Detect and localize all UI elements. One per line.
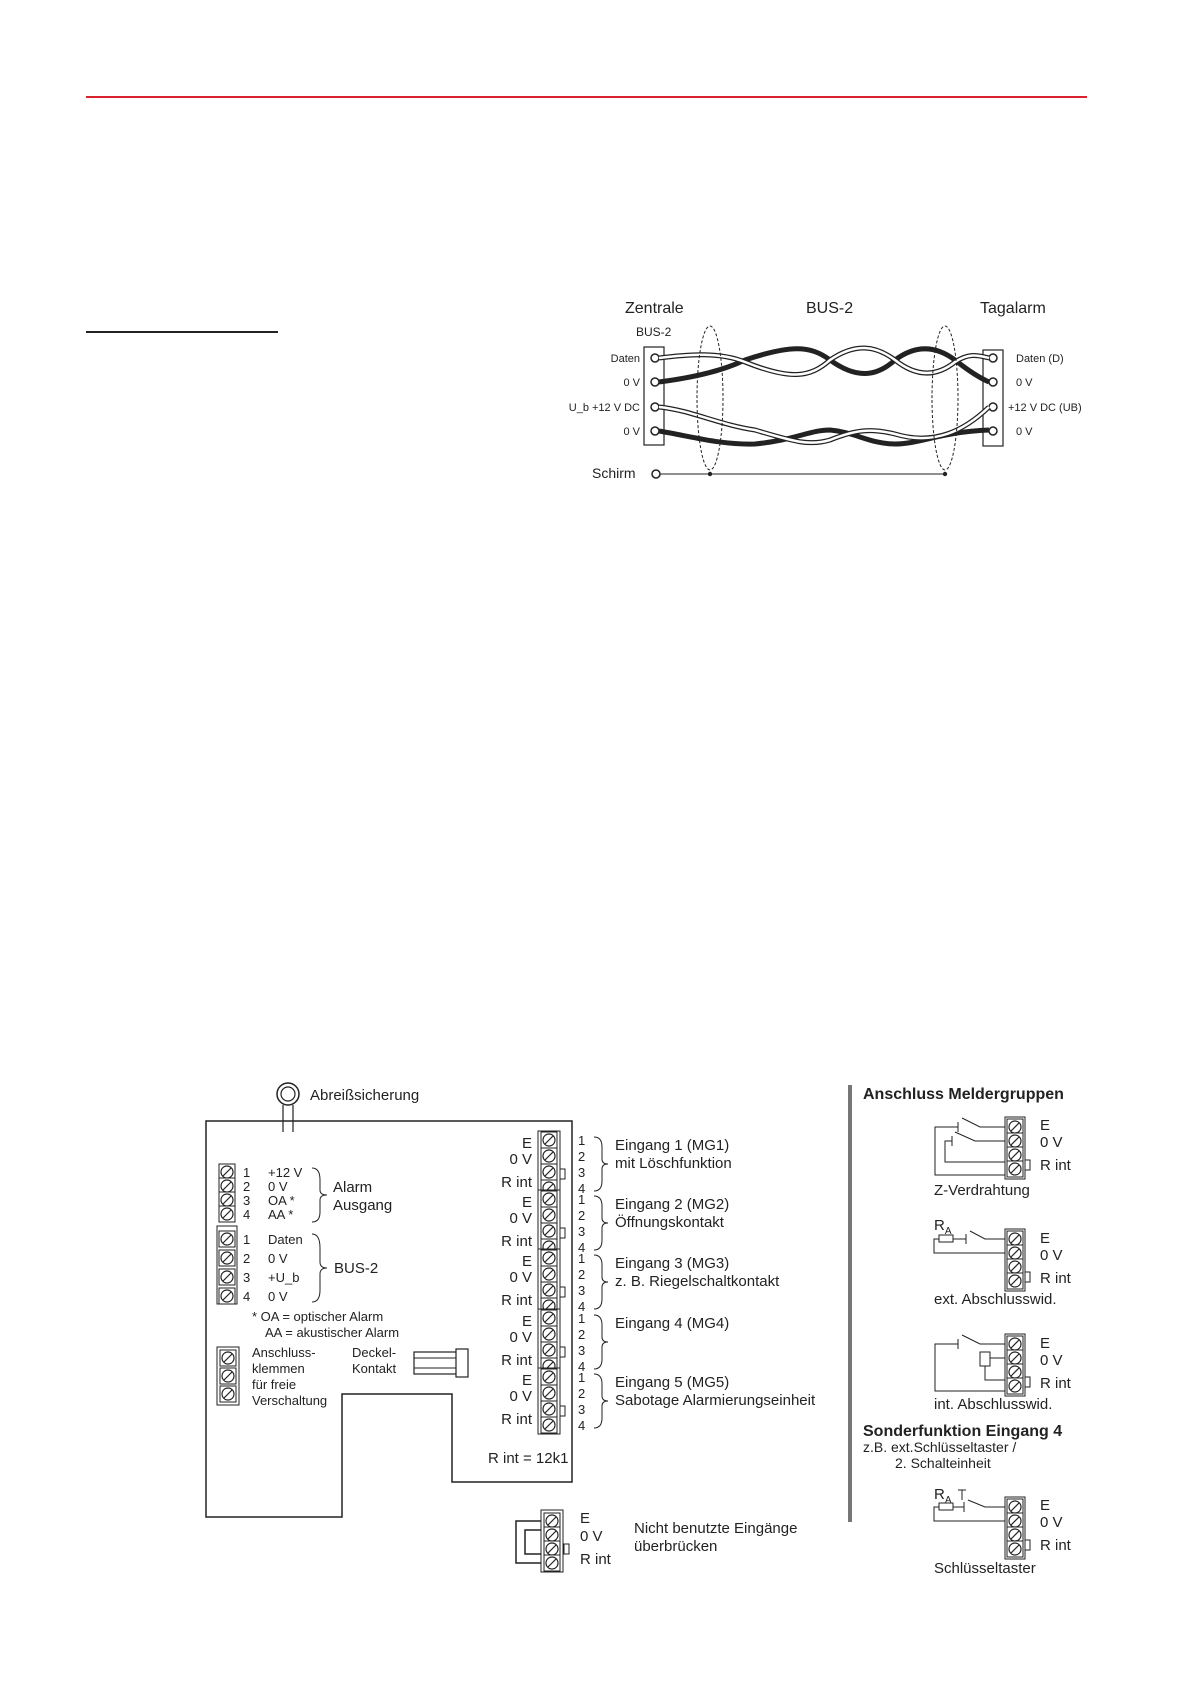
terminal-left-2 [651, 378, 659, 386]
ex3-terminal-label: 0 V [1040, 1352, 1063, 1369]
terminal-right-3 [989, 403, 997, 411]
input-group-4 [501, 1309, 729, 1375]
input-subtitle: Öffnungskontakt [615, 1214, 724, 1231]
screw-icon [541, 1310, 557, 1326]
resistor-icon [560, 1169, 565, 1179]
side-heading-2: Sonderfunktion Eingang 4 [863, 1423, 1063, 1440]
screw-icon [541, 1223, 557, 1239]
input-brace [594, 1374, 608, 1428]
shield-label: Schirm [592, 465, 636, 481]
ex2-terminal-label: 0 V [1040, 1247, 1063, 1264]
bridge-terminal [516, 1510, 569, 1572]
input-side-label: 0 V [509, 1388, 532, 1405]
left-terminal-label: Daten [610, 353, 640, 365]
alarm-pin: 4 [243, 1207, 251, 1222]
alarm-signal: OA * [268, 1193, 295, 1208]
input-group-3 [501, 1249, 780, 1315]
input-title: Eingang 4 (MG4) [615, 1315, 730, 1332]
bus-left-header: BUS-2 [636, 325, 672, 339]
left-terminal-label: 0 V [623, 426, 640, 438]
bus-signal: 0 V [268, 1289, 288, 1304]
input-side-label: 0 V [509, 1151, 532, 1168]
pin-number: 4 [578, 1240, 586, 1255]
caption-int-resistor: int. Abschlusswid. [934, 1396, 1053, 1413]
ex1-terminal-label: E [1040, 1117, 1051, 1134]
free-terminals-label: für freie [252, 1377, 297, 1392]
bus-cable-diagram [569, 300, 1082, 481]
bridge-label: R int [580, 1551, 611, 1568]
caption-z-wiring: Z-Verdrahtung [934, 1182, 1030, 1199]
screw-icon [541, 1417, 557, 1433]
caption-key-switch: Schlüsseltaster [934, 1560, 1036, 1577]
terminal-left-3 [651, 403, 659, 411]
input-side-label: 0 V [509, 1210, 532, 1227]
cover-contact-label: Deckel- [352, 1345, 397, 1360]
bridge-label: 0 V [580, 1528, 603, 1545]
input-title: Eingang 5 (MG5) [615, 1374, 730, 1391]
input-group-1 [501, 1131, 732, 1197]
input-brace [594, 1196, 608, 1250]
terminal-right-4 [989, 427, 997, 435]
pin-number: 3 [578, 1402, 586, 1417]
free-terminals-label: Anschluss- [252, 1345, 316, 1360]
alarm-pin: 1 [243, 1165, 251, 1180]
footnote: AA = akustischer Alarm [265, 1325, 400, 1340]
pin-number: 3 [578, 1283, 586, 1298]
shield-junction-right [943, 472, 947, 476]
cover-contact-switch [414, 1349, 468, 1377]
input-side-label: E [521, 1135, 532, 1152]
right-terminal-label: 0 V [1016, 426, 1033, 438]
screw-icon [541, 1164, 557, 1180]
input-subtitle: z. B. Riegelschaltkontakt [615, 1273, 780, 1290]
screw-icon [541, 1191, 557, 1207]
alarm-brace [312, 1168, 327, 1222]
cover-contact-label: Kontakt [352, 1361, 397, 1376]
free-terminals-label: klemmen [252, 1361, 305, 1376]
input-side-label: E [521, 1313, 532, 1330]
ex4-terminal-label: E [1040, 1497, 1051, 1514]
resistor-icon [560, 1228, 565, 1238]
input-side-label: 0 V [509, 1329, 532, 1346]
input-side-label: R int [501, 1292, 532, 1309]
pin-number: 4 [578, 1181, 586, 1196]
bus-signal: +U_b [268, 1270, 300, 1285]
screw-icon [541, 1342, 557, 1358]
right-terminal-label: 0 V [1016, 377, 1033, 389]
ex3-terminal-label: R int [1040, 1375, 1071, 1392]
screw-icon [541, 1282, 557, 1298]
ex1-terminal-label: R int [1040, 1157, 1071, 1174]
pin-number: 4 [578, 1418, 586, 1433]
pin-number: 2 [578, 1386, 586, 1401]
bridge-label: E [580, 1510, 591, 1527]
input-group-5 [501, 1368, 816, 1434]
pin-number: 2 [578, 1327, 586, 1342]
screw-icon [541, 1385, 557, 1401]
tamper-label: Abreißsicherung [310, 1087, 420, 1104]
input-title: Eingang 1 (MG1) [615, 1137, 730, 1154]
pin-number: 1 [578, 1192, 586, 1207]
input-title: Eingang 2 (MG2) [615, 1196, 730, 1213]
screw-icon [541, 1250, 557, 1266]
tamper-ring-inner [281, 1087, 295, 1101]
input-brace [594, 1255, 608, 1309]
screw-icon [541, 1132, 557, 1148]
bus-title-zentrale: Zentrale [625, 300, 684, 317]
right-terminal-label: Daten (D) [1016, 353, 1064, 365]
caption-ext-resistor: ext. Abschlusswid. [934, 1291, 1057, 1308]
side-subline: 2. Schalteinheit [895, 1455, 991, 1471]
pin-number: 2 [578, 1149, 586, 1164]
input-side-label: 0 V [509, 1269, 532, 1286]
input-subtitle: Sabotage Alarmierungseinheit [615, 1392, 816, 1409]
screw-icon [541, 1326, 557, 1342]
screw-icon [541, 1148, 557, 1164]
alarm-label: Alarm [333, 1179, 373, 1196]
pin-number: 4 [578, 1359, 586, 1374]
ex2-terminal-label: R int [1040, 1270, 1071, 1287]
pin-number: 2 [578, 1267, 586, 1282]
pin-number: 3 [578, 1343, 586, 1358]
input-subtitle: mit Löschfunktion [615, 1155, 732, 1172]
input-side-label: R int [501, 1411, 532, 1428]
input-side-label: E [521, 1253, 532, 1270]
ex4-terminal-label: R int [1040, 1537, 1071, 1554]
terminal-right-1 [989, 354, 997, 362]
example-z-wiring [935, 1117, 1030, 1179]
example-int-resistor [935, 1334, 1030, 1396]
bus-terminal [217, 1226, 237, 1304]
input-brace [594, 1137, 608, 1191]
screw-icon [541, 1207, 557, 1223]
side-subline: z.B. ext.Schlüsseltaster / [863, 1439, 1017, 1455]
screw-icon [541, 1369, 557, 1385]
footnote: * OA = optischer Alarm [252, 1309, 384, 1324]
resistor-icon [560, 1347, 565, 1357]
bus-title-middle: BUS-2 [806, 300, 854, 317]
free-terminal-block [217, 1347, 239, 1405]
shield-ellipse-right [932, 326, 958, 470]
pin-number: 3 [578, 1165, 586, 1180]
bridge-note: überbrücken [634, 1538, 718, 1555]
input-side-label: R int [501, 1174, 532, 1191]
shield-terminal [652, 470, 660, 478]
alarm-pin: 3 [243, 1193, 251, 1208]
pin-number: 1 [578, 1311, 586, 1326]
alarm-signal: AA * [268, 1207, 294, 1222]
input-title: Eingang 3 (MG3) [615, 1255, 730, 1272]
pin-number: 2 [578, 1208, 586, 1223]
resistor-icon [560, 1287, 565, 1297]
pin-number: 1 [578, 1370, 586, 1385]
pin-number: 4 [578, 1299, 586, 1314]
resistor-label: $R_A$ [934, 1486, 952, 1506]
ex2-terminal-label: E [1040, 1230, 1051, 1247]
bridge-note: Nicht benutzte Eingänge [634, 1520, 798, 1537]
alarm-signal: +12 V [268, 1165, 303, 1180]
side-heading: Anschluss Meldergruppen [863, 1086, 1064, 1103]
ex1-terminal-label: 0 V [1040, 1134, 1063, 1151]
input-side-label: R int [501, 1233, 532, 1250]
left-terminal-label: U_b +12 V DC [568, 402, 640, 414]
terminal-left-4 [651, 427, 659, 435]
shield-junction-left [708, 472, 712, 476]
screw-icon [541, 1266, 557, 1282]
tamper-ring-icon [277, 1083, 299, 1105]
example-ext-resistor [934, 1229, 1030, 1291]
bus-pin: 2 [243, 1251, 251, 1266]
bus-pin: 1 [243, 1232, 251, 1247]
resistor-icon [560, 1406, 565, 1416]
pin-number: 1 [578, 1251, 586, 1266]
resistor-label: $R_A$ [934, 1217, 952, 1237]
r-int-value: R int = 12k1 [488, 1450, 569, 1467]
ex4-terminal-label: 0 V [1040, 1514, 1063, 1531]
input-terminal-strip [501, 1131, 816, 1434]
input-side-label: E [521, 1372, 532, 1389]
wire-12v [659, 407, 989, 443]
bus-pin: 4 [243, 1289, 251, 1304]
bus-pin: 3 [243, 1270, 251, 1285]
left-terminal-label: 0 V [623, 377, 640, 389]
shield-ellipse-left [697, 326, 723, 470]
bus-brace [312, 1234, 327, 1302]
bus-label: BUS-2 [334, 1260, 379, 1277]
alarm-output-terminal [219, 1164, 235, 1222]
terminal-left-1 [651, 354, 659, 362]
pin-number: 1 [578, 1133, 586, 1148]
bus-title-tagalarm: Tagalarm [980, 300, 1046, 317]
alarm-pin: 2 [243, 1179, 251, 1194]
right-terminal-label: +12 V DC (UB) [1008, 402, 1082, 414]
input-group-2 [501, 1190, 729, 1256]
bus-signal: 0 V [268, 1251, 288, 1266]
bus-signal: Daten [268, 1232, 303, 1247]
ex3-terminal-label: E [1040, 1335, 1051, 1352]
input-side-label: E [521, 1194, 532, 1211]
side-panel [863, 1086, 1072, 1577]
free-terminals-label: Verschaltung [252, 1393, 328, 1408]
input-brace [594, 1315, 608, 1369]
pin-number: 3 [578, 1224, 586, 1239]
alarm-label: Ausgang [333, 1197, 393, 1214]
terminal-right-2 [989, 378, 997, 386]
alarm-signal: 0 V [268, 1179, 288, 1194]
wiring-diagram [206, 1083, 816, 1572]
input-side-label: R int [501, 1352, 532, 1369]
screw-icon [541, 1401, 557, 1417]
